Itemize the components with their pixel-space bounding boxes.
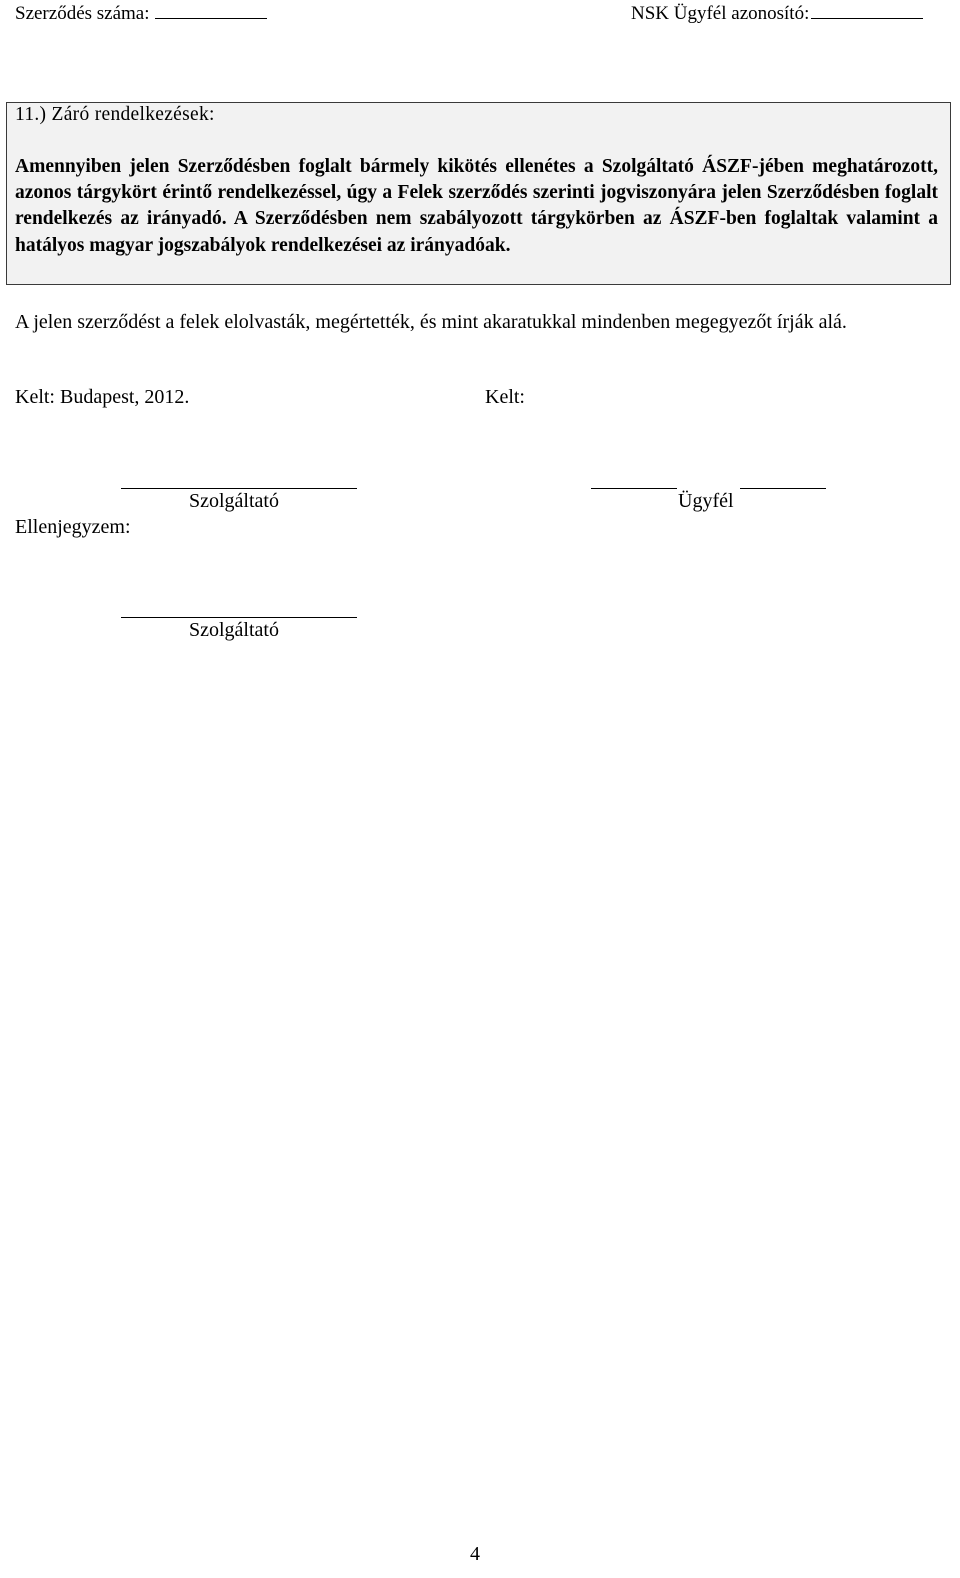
nsk-client-id-label: NSK Ügyfél azonosító:	[631, 3, 810, 24]
date-place-right: Kelt:	[485, 386, 525, 408]
nsk-client-id-blank-line	[811, 17, 923, 19]
countersign-provider-label: Szolgáltató	[189, 619, 279, 641]
section-title: 11.) Záró rendelkezések:	[15, 104, 215, 125]
page-number: 4	[470, 1543, 480, 1565]
countersign-label: Ellenjegyzem:	[15, 516, 131, 538]
client-signature-label: Ügyfél	[678, 490, 734, 512]
provider-signature-label: Szolgáltató	[189, 490, 279, 512]
client-signature-line-left	[591, 488, 677, 489]
closing-paragraph: A jelen szerződést a felek elolvasták, megértették, és mint akaratukkal mindenben megegyezőt írják alá.	[15, 311, 847, 333]
contract-number-field	[15, 3, 267, 25]
countersign-signature-line	[121, 617, 357, 618]
client-signature-line-right	[740, 488, 826, 489]
date-place-left: Kelt: Budapest, 2012.	[15, 386, 190, 408]
section-body-text: Amennyiben jelen Szerződésben foglalt bármely kikötés ellenétes a Szolgáltató ÁSZF-jében meghatározott, azonos tárgykört érintő rendelkezéssel, úgy a Felek szerződés szerinti jogviszonyára jelen Szerződésben foglalt rendelkezés az irányadó. A Szerződésben nem szabályozott tárgykörben az ÁSZF-ben foglaltak valamint a hatályos magyar jogszabályok rendelkezései az irányadóak.	[15, 156, 938, 256]
contract-number-blank-line	[155, 17, 267, 19]
provider-signature-line	[121, 488, 357, 489]
nsk-client-id-field	[631, 3, 923, 25]
contract-number-label: Szerződés száma:	[15, 3, 150, 24]
